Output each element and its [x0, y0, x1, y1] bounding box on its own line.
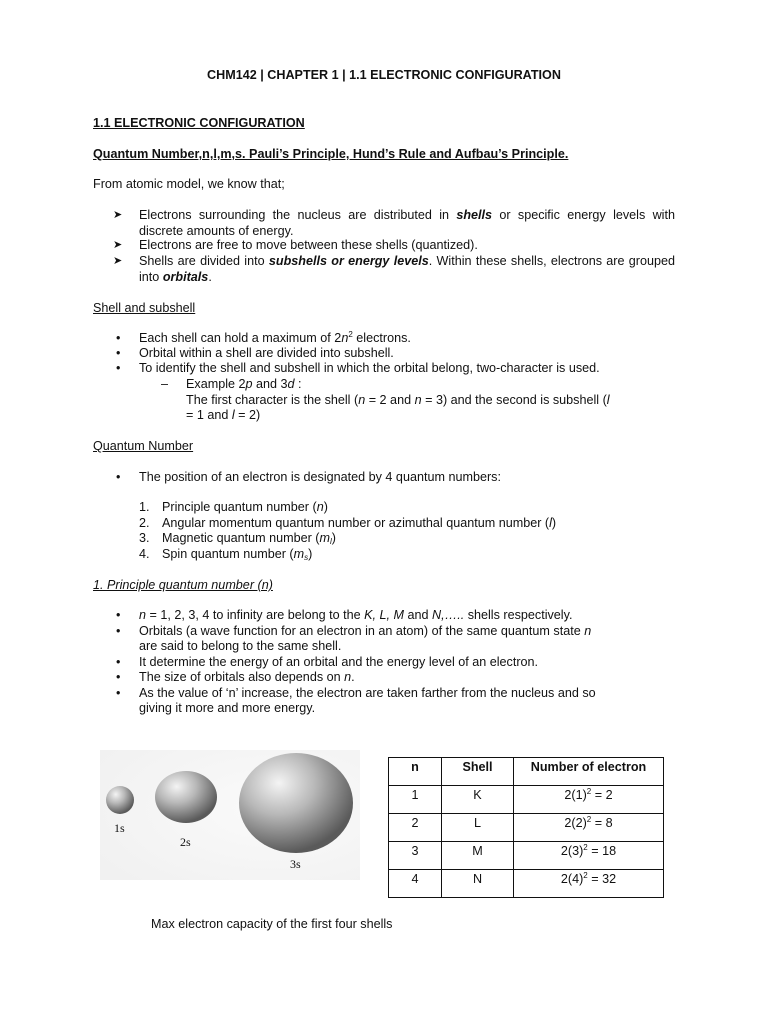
arrow-bullet-icon: ➤	[113, 239, 123, 251]
arrow-bullet-icon: ➤	[113, 255, 123, 267]
cell-n: 1	[389, 786, 442, 814]
list-item: Spin quantum number $(m_s)$	[162, 547, 313, 562]
cell-count: $2(2)^2 = 8$	[514, 814, 664, 842]
bullet-icon: •	[116, 361, 121, 375]
list-item-cont: giving it more and more energy.	[139, 701, 316, 715]
list-item: Magnetic quantum number $(m_l)$	[162, 531, 336, 546]
intro-text: From atomic model, we know that;	[93, 177, 285, 191]
header-count: Number of electron	[514, 758, 664, 786]
shell-subshell-heading: Shell and subshell	[93, 301, 196, 315]
list-item: Principle quantum number (n)	[162, 500, 328, 514]
bullet-icon: •	[116, 331, 121, 345]
sphere-1s	[106, 786, 134, 814]
table-row	[389, 786, 664, 814]
orbital-figure	[100, 750, 360, 880]
quantum-number-heading: Quantum Number	[93, 439, 194, 453]
cell-n: 3	[389, 842, 442, 870]
list-item: Angular momentum quantum number or azimuthal quantum number (l)	[162, 516, 557, 530]
shell-capacity-table	[388, 757, 664, 898]
list-item-cont: are said to belong to the same shell.	[139, 639, 342, 653]
bullet-icon: •	[116, 686, 121, 700]
page-title: CHM142 | CHAPTER 1 | 1.1 ELECTRONIC CONFIGURATION	[207, 68, 561, 82]
bullet-icon: •	[116, 624, 121, 638]
arrow-bullet-icon: ➤	[113, 209, 123, 221]
principle-heading: 1. Principle quantum number (n)	[93, 578, 273, 592]
list-number: 3.	[139, 531, 150, 545]
cell-count: $2(4)^2 = 32$	[514, 870, 664, 898]
bullet-icon: •	[116, 655, 121, 669]
list-item: As the value of ‘n’ increase, the electron are taken farther from the nucleus and so	[139, 686, 596, 700]
orbital-label-1s: 1s	[114, 821, 125, 835]
dash-bullet-icon: –	[161, 377, 169, 391]
list-item: n = 1, 2, 3, 4 to infinity are belong to the K, L, M and N,….. shells respectively.	[139, 608, 573, 622]
list-item: Orbitals (a wave function for an electron in an atom) of the same quantum state n	[139, 624, 592, 638]
bullet-icon: •	[116, 346, 121, 360]
cell-shell: M	[442, 842, 514, 870]
table-row	[389, 870, 664, 898]
table-row	[389, 842, 664, 870]
bullet-icon: •	[116, 470, 121, 484]
cell-shell: N	[442, 870, 514, 898]
cell-n: 4	[389, 870, 442, 898]
list-item: It determine the energy of an orbital and the energy level of an electron.	[139, 655, 539, 669]
example-explanation: The first character is the shell (n = 2 and n = 3) and the second is subshell (l	[186, 393, 610, 407]
list-item: To identify the shell and subshell in which the orbital belong, two-character is used.	[139, 361, 600, 375]
bullet-icon: •	[116, 608, 121, 622]
list-item: Orbital within a shell are divided into subshell.	[139, 346, 394, 360]
list-item: The size of orbitals also depends on n.	[139, 670, 355, 684]
arrow-item: Electrons surrounding the nucleus are distributed in shells or specific energy levels with discrete amounts of energy.	[139, 208, 675, 238]
example-line: Example 2p and 3d :	[186, 377, 302, 391]
table-header-row	[389, 758, 664, 786]
cell-count: $2(3)^2 = 18$	[514, 842, 664, 870]
header-n: n	[389, 758, 442, 786]
cell-shell: L	[442, 814, 514, 842]
list-number: 1.	[139, 500, 150, 514]
section-subheading: Quantum Number,n,l,m,s. Pauli’s Principle, Hund’s Rule and Aufbau’s Principle.	[93, 147, 569, 161]
example-explanation-cont: = 1 and l = 2)	[186, 408, 261, 422]
orbital-spheres-image	[100, 750, 360, 880]
list-number: 4.	[139, 547, 150, 561]
arrow-item: Electrons are free to move between these shells (quantized).	[139, 238, 478, 252]
sphere-2s	[155, 771, 217, 823]
table-row	[389, 814, 664, 842]
cell-shell: K	[442, 786, 514, 814]
list-item: The position of an electron is designated by 4 quantum numbers:	[139, 470, 501, 484]
arrow-item: Shells are divided into subshells or energy levels. Within these shells, electrons are grouped into orbitals.	[139, 254, 675, 284]
sphere-3s	[239, 753, 353, 853]
cell-n: 2	[389, 814, 442, 842]
list-number: 2.	[139, 516, 150, 530]
figure-caption: Max electron capacity of the first four shells	[151, 917, 393, 931]
bullet-icon: •	[116, 670, 121, 684]
section-heading: 1.1 ELECTRONIC CONFIGURATION	[93, 116, 305, 130]
cell-count: $2(1)^2 = 2$	[514, 786, 664, 814]
list-item: Each shell can hold a maximum of $2n^2$ electrons.	[139, 330, 411, 345]
orbital-label-2s: 2s	[180, 835, 191, 849]
orbital-label-3s: 3s	[290, 857, 301, 871]
header-shell: Shell	[442, 758, 514, 786]
